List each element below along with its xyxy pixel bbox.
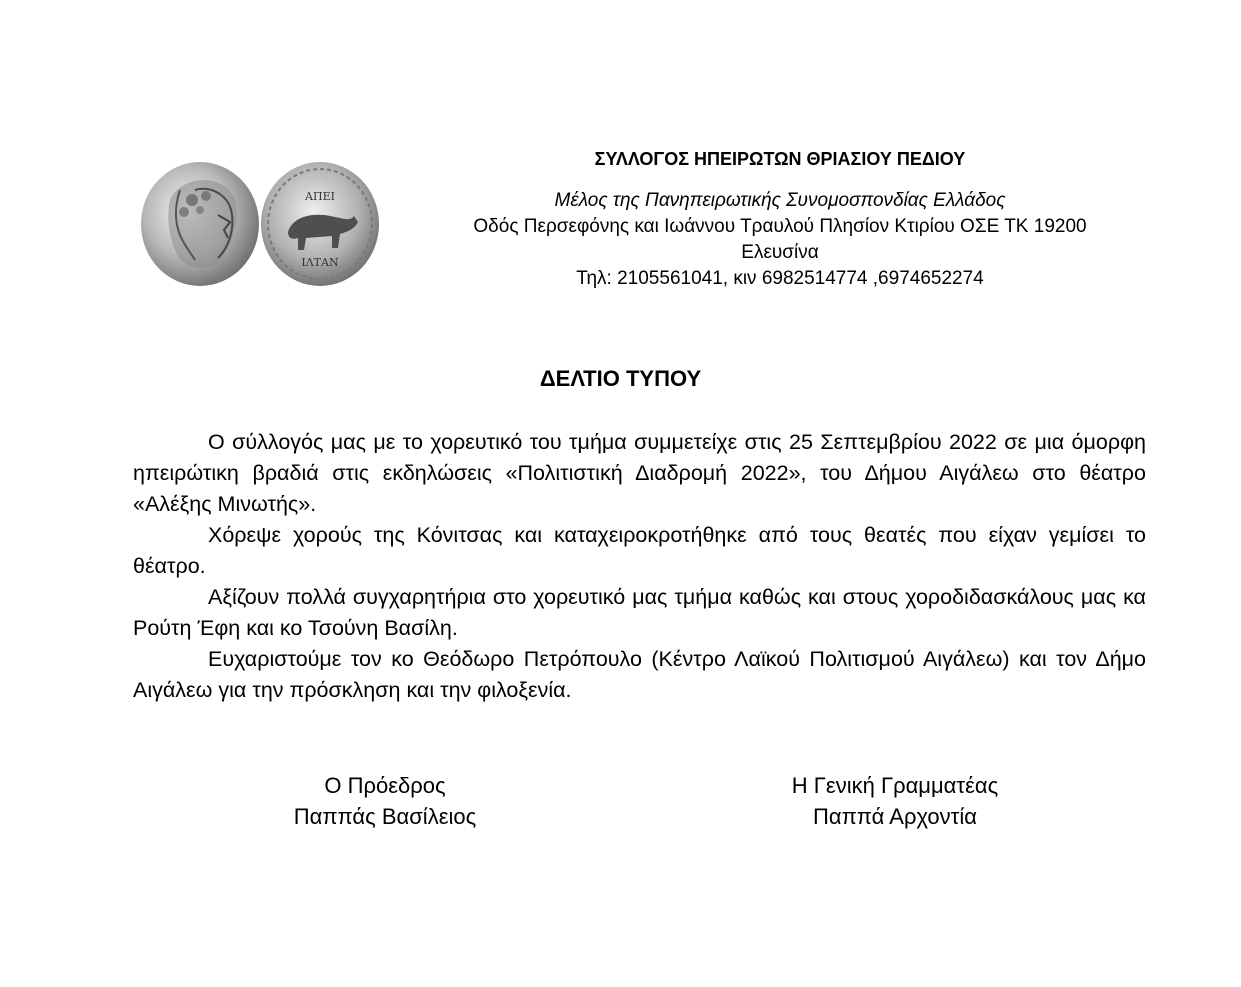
signature-name: Παππάς Βασίλειος: [293, 804, 477, 829]
paragraph: Χόρεψε χορούς της Κόνιτσας και καταχειροκροτήθηκε από τους θεατές που είχαν γεμίσει το θέατρο.: [133, 523, 1146, 578]
signature-role: Η Γενική Γραμματέας: [791, 773, 999, 798]
city-line: Ελευσίνα: [741, 242, 819, 263]
document-title: ΔΕΛΤΙΟ ΤΥΠΟΥ: [539, 366, 702, 391]
organization-name: ΣΥΛΛΟΓΟΣ ΗΠΕΙΡΩΤΩΝ ΘΡΙΑΣΙΟΥ ΠΕΔΙΟΥ: [594, 149, 966, 169]
phone-line: Τηλ: 2105561041, κιν 6982514774 ,6974652274: [576, 268, 984, 289]
signature-secretary: [745, 770, 1045, 832]
press-release-body: [133, 427, 1146, 706]
paragraph: Ευχαριστούμε τον κο Θεόδωρο Πετρόπουλο (Κέντρο Λαϊκού Πολιτισμού Αιγάλεω) και τον Δήμο Αιγάλεω για την πρόσκληση και την φιλοξενία.: [133, 647, 1146, 702]
paragraph: Ο σύλλογός μας με το χορευτικό του τμήμα συμμετείχε στις 25 Σεπτεμβρίου 2022 σε μια όμορφη ηπειρώτικη βραδιά στις εκδηλώσεις «Πολιτιστική Διαδρομή 2022», του Δήμου Αιγάλεω στο θέατρο «Αλέξης Μινωτής».: [133, 430, 1146, 516]
membership-line: Μέλος της Πανηπειρωτικής Συνομοσπονδίας Ελλάδος: [554, 190, 1006, 211]
paragraph: Αξίζουν πολλά συγχαρητήρια στο χορευτικό μας τμήμα καθώς και στους χοροδιδασκάλους μας κα Ρούτη Έφη και κο Τσούνη Βασίλη.: [133, 585, 1146, 640]
address-line: Οδός Περσεφόνης και Ιωάννου Τραυλού Πλησίον Κτιρίου ΟΣΕ ΤΚ 19200: [473, 216, 1087, 237]
coin-obverse-icon: [141, 162, 259, 286]
coin-legend-bottom: ΙΛΤΑΝ: [301, 256, 339, 269]
coin-legend-top: ΑΠΕΙ: [305, 190, 335, 203]
signature-role: Ο Πρόεδρος: [324, 773, 446, 798]
signature-name: Παππά Αρχοντία: [813, 804, 977, 829]
letterhead: [420, 146, 1140, 292]
coin-reverse-icon: [261, 162, 379, 286]
coins-logo: [140, 160, 382, 290]
signature-president: [235, 770, 535, 832]
